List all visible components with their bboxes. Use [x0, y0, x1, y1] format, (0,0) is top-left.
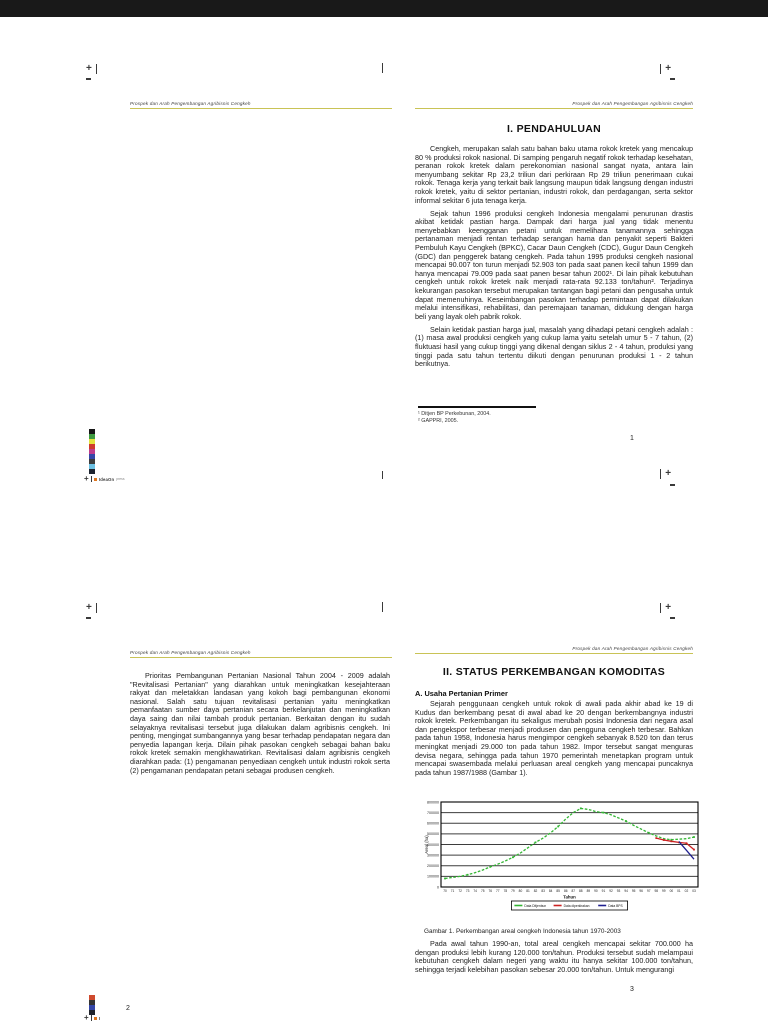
printer-logo-subtext: press [116, 477, 125, 481]
paragraph: Sejak tahun 1996 produksi cengkeh Indonesia mengalami penurunan drastis akibat ketidak pastian harga. Dampak dari harga jual yang tidak menentu menyebabkan keengganan petani untuk memelihara tanamannya sehingga pertanaman menjadi rentan terhadap serangan hama dan penyakit seperti Bakteri Pembuluh Kayu Cengkeh (BPKC), Cacar Daun Cengkeh (CDC), Gugur Daun Cengkeh (GDC) dan penggerek batang cengkeh. Pada tahun 1995 produksi cengkeh nasional mencapai 90.007 ton turun menjadi 52.903 ton pada saat panen kecil tahun 1999 dan hanya mencapai 79.009 pada saat panen besar tahun 2002¹. Di lain pihak kebutuhan cengkeh untuk rokok kretek naik menjadi rata-rata 92.133 ton/tahun². Terjadinya kekurangan pasokan tersebut merupakan tantangan bagi petani dan pengusaha untuk dapat memenuhinya. Keseimbangan pasokan terhadap permintaan dapat dilakukan melalui intensifikasi, rehabilitasi, dan peremajaan tanaman, didukung dengan harga beli yang layak oleh pabrik rokok. [415, 208, 693, 321]
paragraph: ¹ Ditjen BP Perkebunan, 2004. [418, 411, 491, 417]
crop-mark-dash [670, 484, 675, 486]
svg-text:Tahun: Tahun [563, 894, 576, 900]
svg-text:Data Ditjenbun: Data Ditjenbun [524, 903, 547, 908]
registration-plus-icon: + [665, 63, 672, 74]
svg-text:82: 82 [533, 889, 538, 893]
logo-bar-icon [91, 1015, 92, 1021]
page-number: 1 [630, 435, 634, 442]
printer-logo-text: IdeaOn [98, 476, 115, 482]
registration-plus-icon: + [86, 602, 92, 613]
paragraph: Pada awal tahun 1990-an, total areal cengkeh mencapai sekitar 700.000 ha dengan produksi lebih kurang 120.000 ton/tahun. Produksi tersebut sudah melampaui kebutuhan cengkeh dalam negeri yang waktu itu hanya sekitar 100.000 ton/tahun, sehingga terjadi kelebihan pasokan sebesar 20.000 ton/tahun. Untuk mengurangi [415, 939, 693, 974]
registration-plus-icon: + [84, 474, 89, 483]
svg-text:97: 97 [646, 889, 651, 893]
body-text [130, 672, 390, 780]
footnote-separator [418, 406, 536, 408]
svg-text:94: 94 [624, 889, 628, 893]
svg-text:86: 86 [563, 889, 568, 893]
svg-text:0: 0 [437, 885, 439, 890]
crop-mark-dash [670, 617, 675, 619]
svg-text:96: 96 [639, 889, 643, 893]
svg-text:800000: 800000 [427, 800, 439, 805]
svg-text:81: 81 [526, 889, 530, 893]
crop-mark-row3-left [86, 602, 97, 614]
figure-caption: Gambar 1. Perkembangan areal cengkeh Indonesia tahun 1970-2003 [424, 928, 621, 935]
svg-text:74: 74 [473, 889, 477, 893]
paragraph: Prioritas Pembangunan Pertanian Nasional Tahun 2004 - 2009 adalah "Revitalisasi Pertanian" yang diarahkan untuk meningkatkan kesejahteraan rakyat dan meletakkan landasan yang kokoh bagi pembangunan ekonomi nasional. Salah satu tujuan revitalisasi pertanian yaitu meningkatkan pemanfaatan sumber daya pertanian secara berkelanjutan dan meningkatkan daya saing dan nilai tambah produk pertanian. Berkaitan dengan itu sudah selayaknya revitalisasi tersebut juga dilakukan dalam agribisnis cengkeh. Ini penting, mengingat sumbangannya yang besar terhadap pendapatan negara dan penyedia lapangan kerja. Dilain pihak pasokan cengkeh sebagai bahan baku rokok kretek semakin mengkhawatirkan. Revitalisasi dalam agribisnis cengkeh diarahkan pada: (1) pengamanan penyediaan cengkeh untuk industri rokok serta (2) pengamanan pendapatan petani sebagai produsen cengkeh. [130, 671, 390, 775]
svg-text:87: 87 [571, 889, 576, 893]
svg-text:84: 84 [548, 889, 553, 893]
printer-logo-top [84, 475, 125, 483]
svg-text:91: 91 [601, 889, 606, 893]
paragraph: Sejarah penggunaan cengkeh untuk rokok di awali pada akhir abad ke 19 di Kudus dan berkembang pesat di awal abad ke 20 dengan berkembangnya industri rokok kretek. Perkembangan itu sekaligus merubah posisi Indonesia dari negara asal dan pengekspor terbesar menjadi produsen dan pengguna cengkeh terbesar. Bahkan pada tahun 1958, Indonesia harus mengimpor cengkeh sebanyak 8.520 ton dan terus meningkat menjadi 29.000 ton pada tahun 1982. Impor tersebut sangat menguras devisa negara, sehingga pada tahun 1970 pemerintah menetapkan program untuk mencapai swasembada melalui perluasan areal cengkeh yang mencapai puncaknya pada tahun 1987/1988 (Gambar 1). [415, 699, 693, 777]
viewer-top-bar [0, 0, 768, 17]
svg-text:400000: 400000 [427, 842, 439, 847]
svg-text:85: 85 [556, 889, 560, 893]
svg-text:78: 78 [503, 889, 508, 893]
svg-text:70: 70 [443, 889, 447, 893]
crop-mark-row3-right [660, 602, 671, 614]
color-swatch [89, 469, 95, 474]
svg-text:00: 00 [669, 889, 674, 893]
page-number: 3 [630, 986, 634, 993]
crop-mark-top-right [660, 63, 671, 75]
logo-dot-icon [94, 478, 97, 481]
crop-mark-top-center [382, 62, 383, 74]
page-number: 2 [126, 1005, 130, 1012]
registration-plus-icon: + [84, 1013, 89, 1022]
registration-bar-icon [96, 603, 97, 613]
svg-text:Data BPS: Data BPS [608, 903, 623, 908]
crop-mark-dash [86, 617, 91, 619]
svg-text:600000: 600000 [427, 821, 439, 826]
svg-text:92: 92 [609, 889, 613, 893]
running-header: Prospek dan Arah Pengembangan Agribisnis Cengkeh [572, 101, 693, 106]
running-header: Prospek dan Arah Pengembangan Agribisnis Cengkeh [130, 650, 251, 655]
svg-text:99: 99 [662, 889, 666, 893]
color-calibration-bar-top [89, 429, 95, 474]
registration-bar-icon [660, 603, 661, 613]
chapter-title-status: II. STATUS PERKEMBANGAN KOMODITAS [442, 666, 666, 678]
svg-text:700000: 700000 [427, 810, 439, 815]
page-status [415, 640, 696, 1024]
figure-1-line-chart [424, 797, 702, 915]
page-blank-verso [100, 101, 392, 471]
crop-mark-dash [86, 78, 91, 80]
svg-text:200000: 200000 [427, 864, 439, 869]
registration-bar-icon [96, 64, 97, 74]
body-text [415, 700, 693, 782]
body-text [415, 145, 693, 373]
registration-bar-icon [382, 602, 383, 612]
color-calibration-bar-bottom [89, 995, 95, 1015]
page-revitalisasi [100, 650, 392, 1020]
chapter-title-pendahuluan: I. PENDAHULUAN [506, 123, 602, 135]
svg-text:03: 03 [692, 889, 696, 893]
svg-text:80: 80 [518, 889, 523, 893]
logo-dot-icon [94, 1017, 97, 1020]
header-rule [415, 108, 693, 109]
svg-text:72: 72 [458, 889, 462, 893]
svg-text:93: 93 [616, 889, 621, 893]
registration-plus-icon: + [665, 602, 672, 613]
svg-text:88: 88 [579, 889, 583, 893]
svg-text:76: 76 [488, 889, 493, 893]
subheading-usaha-pertanian-primer: A. Usaha Pertanian Primer [415, 689, 508, 698]
svg-text:89: 89 [586, 889, 591, 893]
paragraph: Cengkeh, merupakan salah satu bahan baku utama rokok kretek yang mencakup 80 % produksi rokok nasional. Di samping pengaruh negatif rokok terhadap kesehatan, peranan rokok kretek dalam perekonomian nasional sangat nyata, antara lain menyumbang sekitar Rp 23,2 triliun dari perkiraan Rp 29 triliun penerimaan cukai rokok. Tenaga kerja yang terkait baik langsung maupun tidak langsung dengan industri rokok kretek, yaitu di sektor pertanian, industri rokok, dan perdagangan, serta sektor informal sekitar 6 juta tenaga kerja. [415, 144, 693, 205]
crop-mark-top-left [86, 63, 97, 75]
body-text [415, 940, 693, 979]
svg-text:71: 71 [450, 889, 455, 893]
running-header: Prospek dan Arah Pengembangan Agribisnis Cengkeh [130, 101, 251, 106]
svg-text:95: 95 [631, 889, 636, 893]
registration-bar-icon [382, 63, 383, 73]
header-rule [130, 657, 392, 658]
svg-text:Data diperkirakan: Data diperkirakan [563, 903, 590, 908]
logo-bar-icon [91, 476, 92, 482]
svg-text:79: 79 [511, 889, 515, 893]
svg-text:300000: 300000 [427, 853, 439, 858]
header-rule [130, 108, 392, 109]
svg-text:100000: 100000 [427, 874, 439, 879]
svg-text:02: 02 [684, 889, 689, 893]
svg-text:01: 01 [677, 889, 681, 893]
header-rule [415, 653, 693, 654]
registration-plus-icon: + [86, 63, 92, 74]
crop-mark-row3-center [382, 601, 383, 613]
paragraph: ² GAPPRI, 2005. [418, 417, 459, 424]
svg-text:75: 75 [480, 889, 485, 893]
svg-text:83: 83 [541, 889, 545, 893]
footnotes [418, 411, 688, 425]
svg-text:Areal (ha): Areal (ha) [424, 835, 429, 854]
registration-plus-icon: + [665, 468, 672, 479]
registration-bar-icon [660, 469, 661, 479]
crop-mark-dash [670, 78, 675, 80]
paragraph: Selain ketidak pastian harga jual, masalah yang dihadapi petani cengkeh adalah : (1) masa awal produksi cengkeh yang cukup lama yaitu setelah umur 5 - 7 tahun, (2) fluktuasi hasil yang cukup tinggi yang dikenal dengan siklus 2 - 4 tahun, produksi yang tinggi pada satu tahun tertentu diikuti dengan penurunan produksi 1 - 2 tahun berikutnya. [415, 324, 693, 369]
svg-text:98: 98 [654, 889, 659, 893]
svg-text:73: 73 [465, 889, 470, 893]
page-pendahuluan [415, 101, 693, 446]
svg-text:77: 77 [496, 889, 500, 893]
svg-text:500000: 500000 [427, 832, 439, 837]
crop-mark-mid-right [660, 468, 671, 480]
running-header: Prospek dan Arah Pengembangan Agribisnis Cengkeh [572, 646, 693, 651]
svg-text:90: 90 [594, 889, 598, 893]
registration-bar-icon [660, 64, 661, 74]
